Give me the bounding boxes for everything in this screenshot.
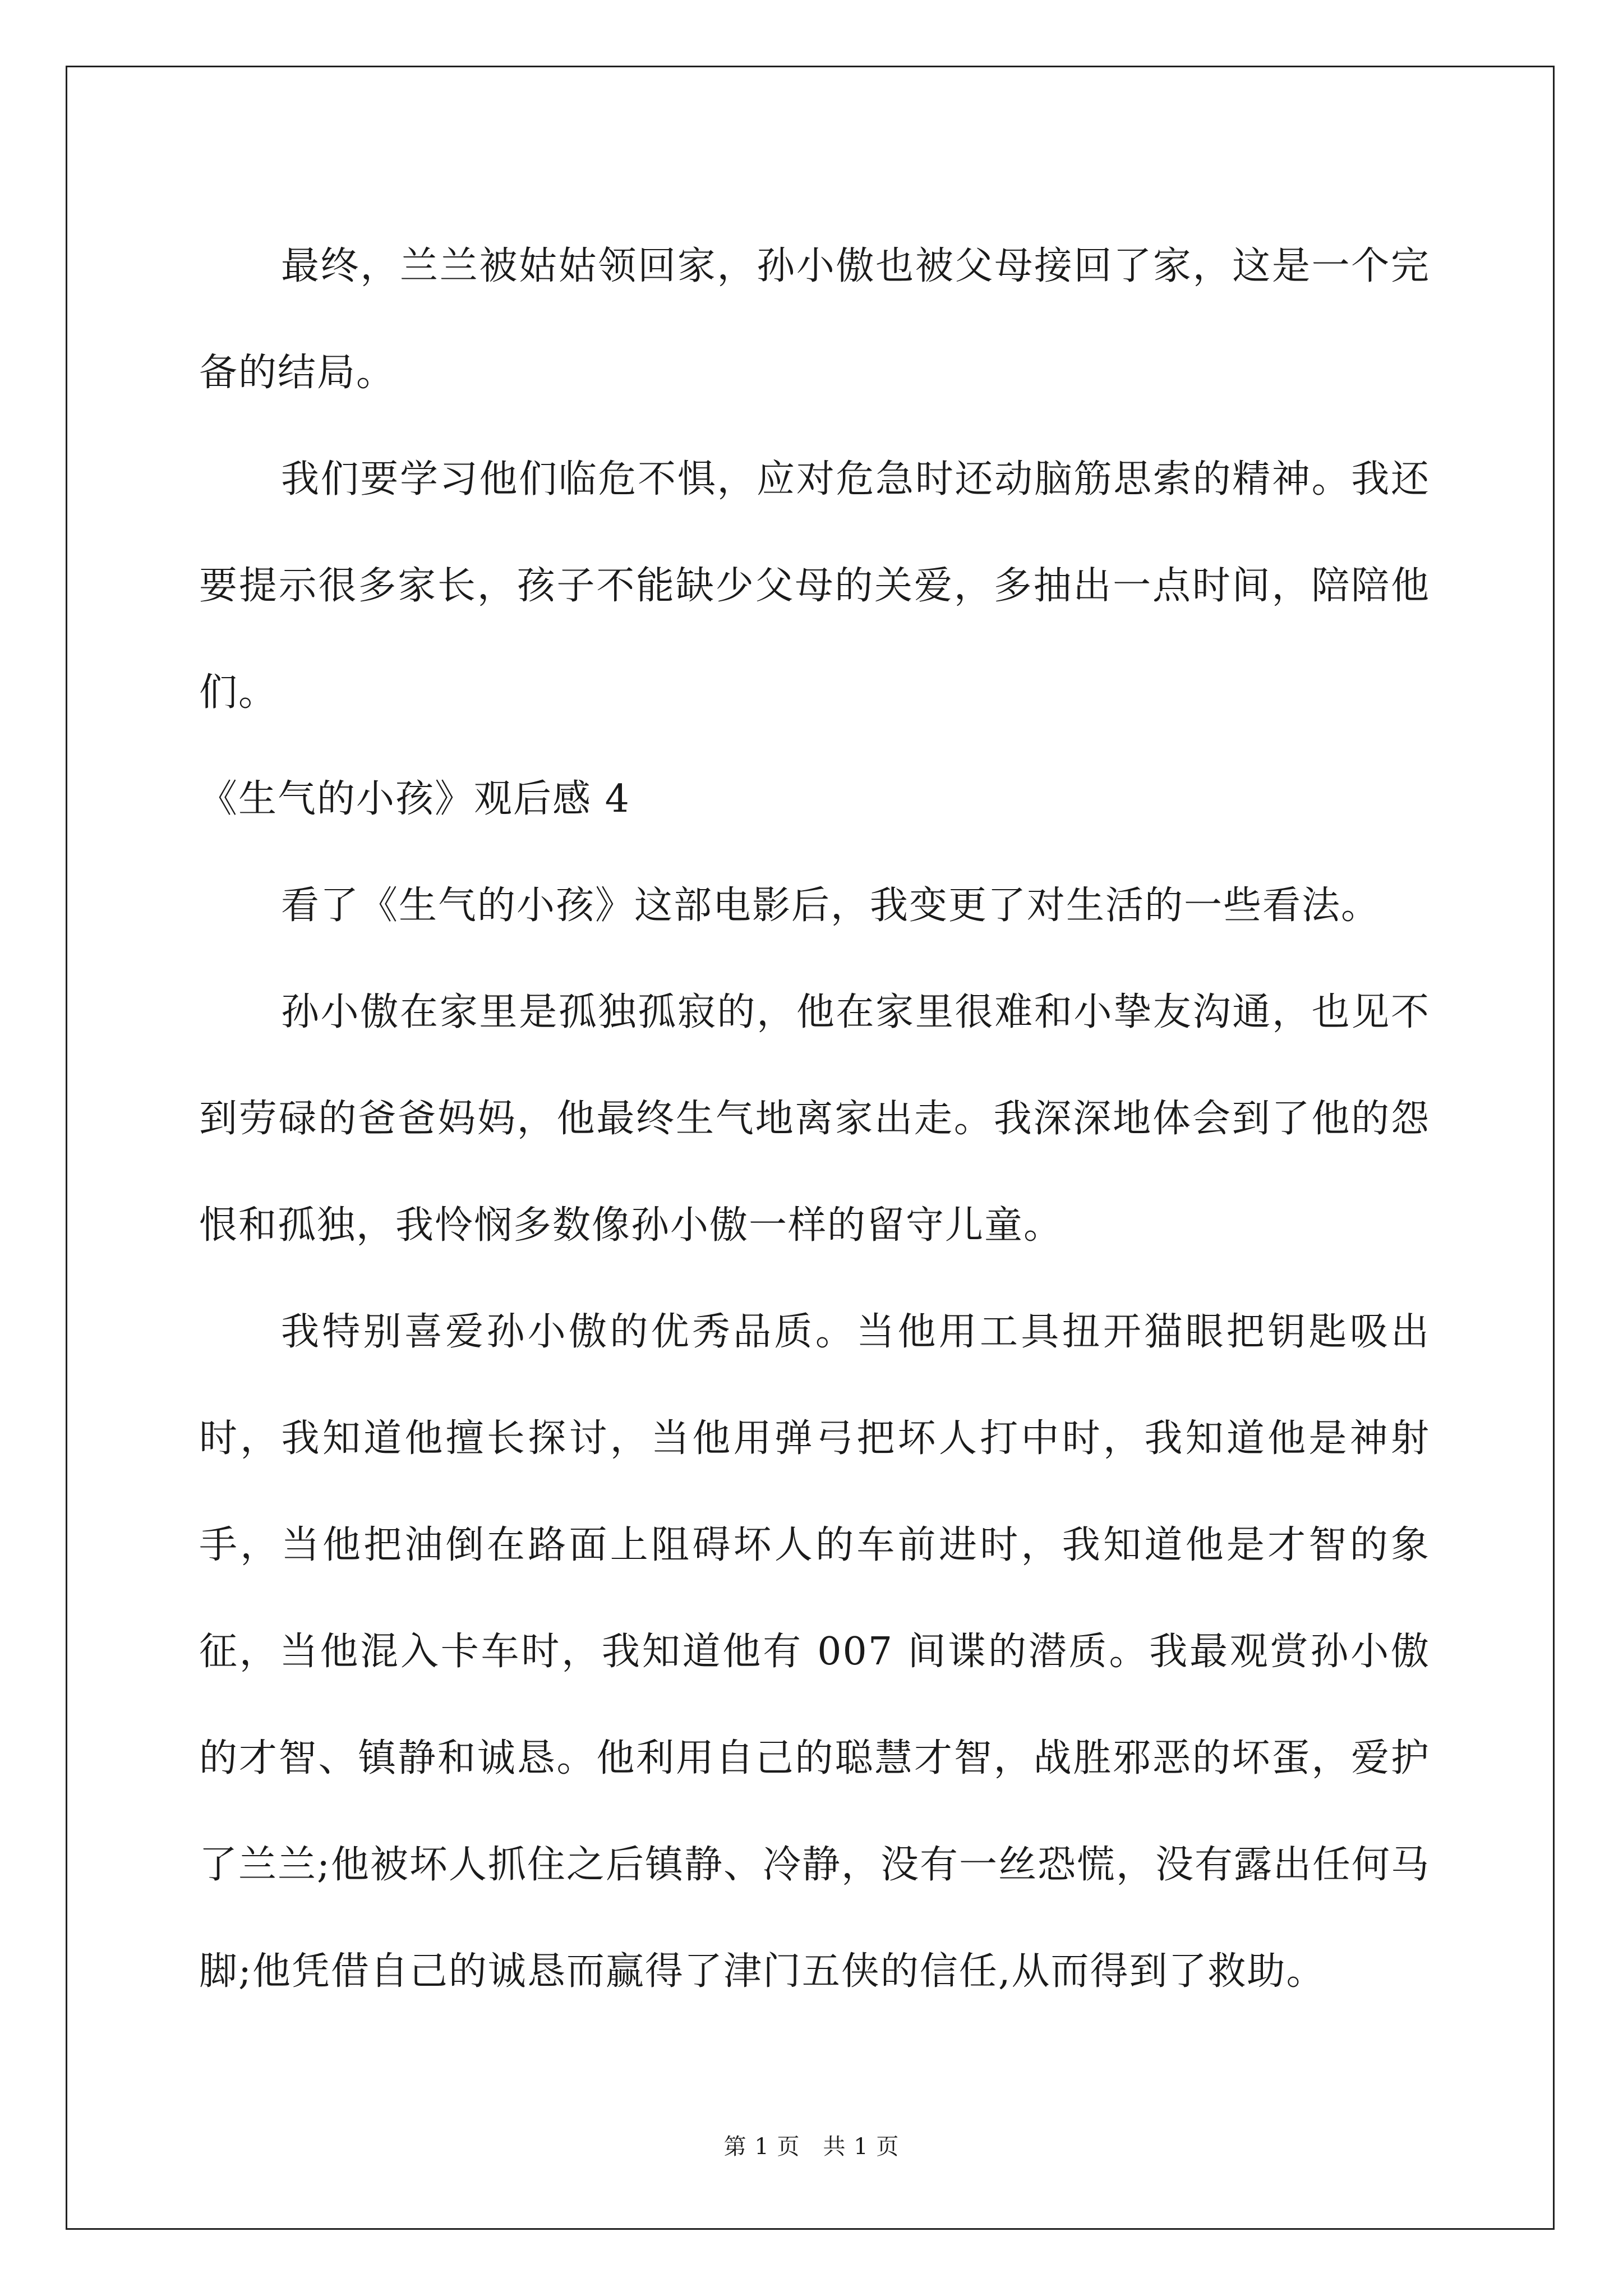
paragraph: 看了《生气的小孩》这部电影后，我变更了对生活的一些看法。	[281, 884, 1381, 928]
page-number-footer: 第 1 页 共 1 页	[723, 2134, 900, 2160]
paragraph: 孙小傲在家里是孤独孤寂的，他在家里很难和小挚友沟通，也见不到劳碌的爸爸妈妈，他最终生气地离家出走。我深深地体会到了他的怨恨和孤独，我怜悯多数像孙小傲一样的留守儿童。	[199, 990, 1430, 1248]
section-heading: 《生气的小孩》观后感 4	[199, 777, 630, 821]
paragraph: 我特别喜爱孙小傲的优秀品质。当他用工具扭开猫眼把钥匙吸出时，我知道他擅长探讨，当他用弹弓把坏人打中时，我知道他是神射手，当他把油倒在路面上阻碍坏人的车前进时，我知道他是才智的象征，当他混入卡车时，我知道他有 007 间谍的潜质。我最观赏孙小傲的才智、镇静和诚恳。他利用自己的聪慧才智，战胜邪恶的坏蛋，爱护了兰兰;他被坏人抓住之后镇静、冷静，没有一丝恐慌，没有露出任何马脚;他凭借自己的诚恳而赢得了津门五侠的信任,从而得到了救助。	[199, 1310, 1430, 1994]
document-body	[199, 213, 1430, 2025]
paragraph: 我们要学习他们临危不惧，应对危急时还动脑筋思索的精神。我还要提示很多家长，孩子不能缺少父母的关爱，多抽出一点时间，陪陪他们。	[199, 457, 1430, 715]
paragraph: 最终，兰兰被姑姑领回家，孙小傲也被父母接回了家，这是一个完备的结局。	[199, 244, 1430, 395]
